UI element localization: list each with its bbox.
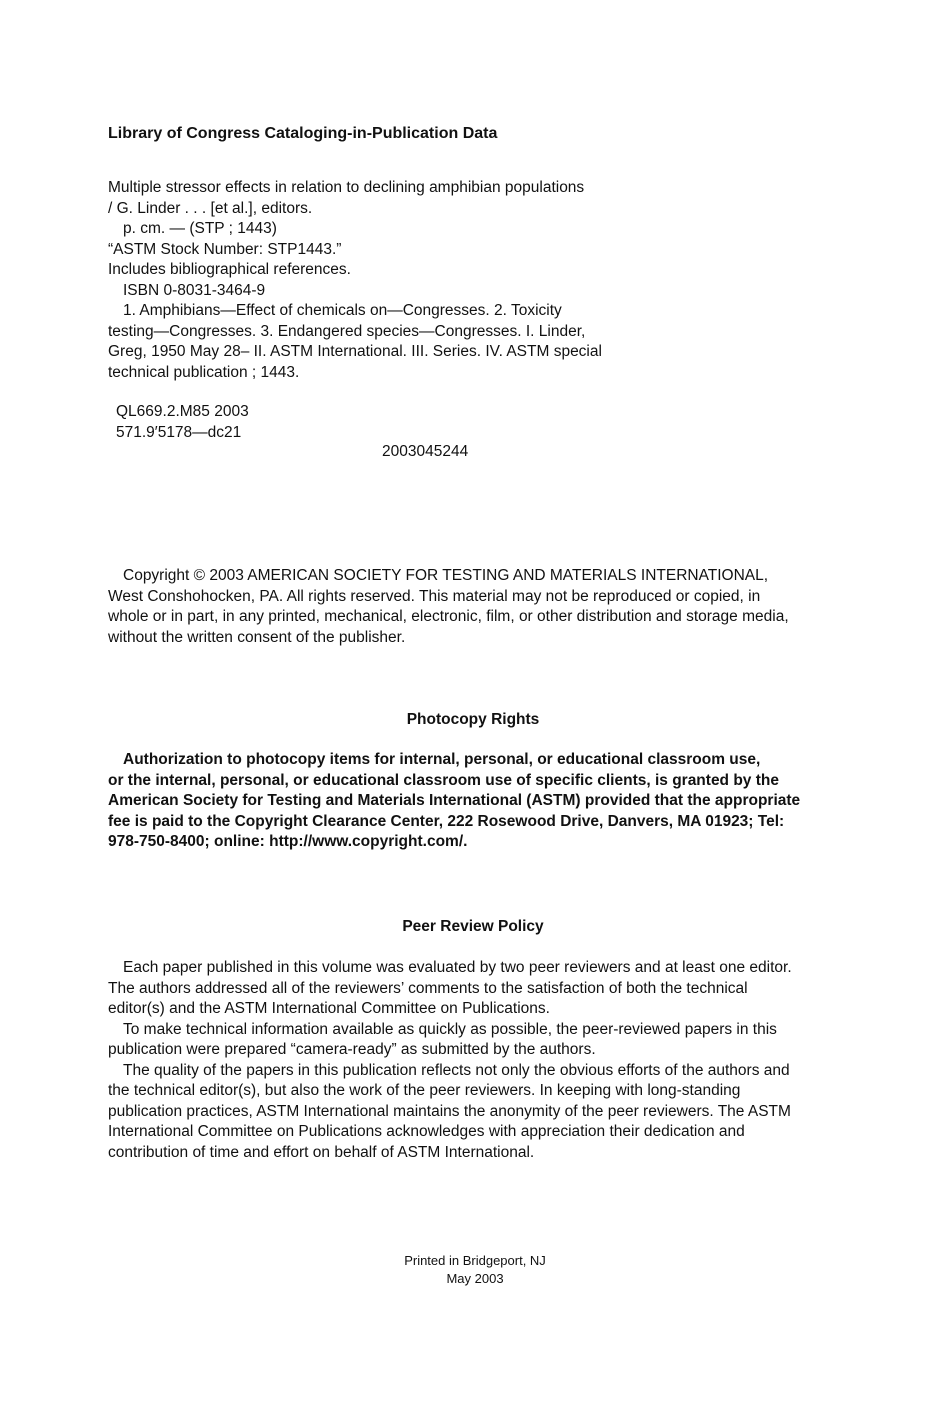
printed-location: Printed in Bridgeport, NJ: [404, 1253, 546, 1268]
text-line: whole or in part, in any printed, mechanical, electronic, film, or other distribution and storage media,: [108, 608, 789, 625]
text-line: Authorization to photocopy items for internal, personal, or educational classroom use,: [123, 751, 761, 768]
text-line: The quality of the papers in this publication reflects not only the obvious efforts of the authors and: [123, 1061, 790, 1079]
peer-review-heading: Peer Review Policy: [402, 918, 544, 935]
text-line: ISBN 0-8031-3464-9: [123, 281, 266, 299]
photocopy-rights-heading: Photocopy Rights: [406, 711, 540, 728]
text-line: publication practices, ASTM International maintains the anonymity of the peer reviewers. The ASTM: [108, 1102, 791, 1120]
peer-review-text: [108, 958, 838, 1163]
text-line: Each paper published in this volume was evaluated by two peer reviewers and at least one editor.: [123, 959, 792, 976]
copyright-notice: [108, 566, 838, 648]
text-line: editor(s) and the ASTM International Committee on Publications.: [108, 1000, 550, 1017]
text-line: fee is paid to the Copyright Clearance Center, 222 Rosewood Drive, Danvers, MA 01923; Tel:: [108, 812, 785, 830]
text-line: Multiple stressor effects in relation to declining amphibian populations: [108, 179, 585, 196]
text-line: or the internal, personal, or educational classroom use of specific clients, is granted by the: [108, 771, 779, 789]
text-line: contribution of time and effort on behalf of ASTM International.: [108, 1143, 535, 1161]
text-line: The authors addressed all of the reviewers’ comments to the satisfaction of both the technical: [108, 979, 748, 997]
call-numbers: [116, 402, 846, 443]
dewey-classification: 571.9′5178—dc21: [116, 423, 242, 441]
text-line: Includes bibliographical references.: [108, 261, 351, 278]
text-line: 1. Amphibians—Effect of chemicals on—Congresses. 2. Toxicity: [123, 302, 562, 319]
text-line: West Conshohocken, PA. All rights reserved. This material may not be reproduced or copied, in: [108, 587, 761, 605]
text-line: without the written consent of the publisher.: [108, 628, 406, 646]
print-date: May 2003: [446, 1271, 504, 1286]
text-line: / G. Linder . . . [et al.], editors.: [108, 199, 313, 217]
text-line: technical publication ; 1443.: [108, 363, 300, 381]
text-line: “ASTM Stock Number: STP1443.”: [108, 240, 342, 258]
text-line: p. cm. — (STP ; 1443): [123, 220, 277, 237]
text-line: Greg, 1950 May 28– II. ASTM International. III. Series. IV. ASTM special: [108, 343, 602, 360]
text-line: the technical editor(s), but also the work of the peer reviewers. In keeping with long-standing: [108, 1082, 741, 1099]
text-line: testing—Congresses. 3. Endangered species—Congresses. I. Linder,: [108, 322, 586, 340]
cip-record: [108, 178, 838, 383]
text-line: To make technical information available as quickly as possible, the peer-reviewed papers in this: [123, 1020, 777, 1038]
cip-heading: Library of Congress Cataloging-in-Publication Data: [108, 125, 498, 142]
text-line: publication were prepared “camera-ready” as submitted by the authors.: [108, 1041, 596, 1058]
text-line: International Committee on Publications acknowledges with appreciation their dedication and: [108, 1123, 745, 1140]
photocopy-rights-text: [108, 750, 848, 853]
text-line: 978-750-8400; online: http://www.copyright.com/.: [108, 833, 468, 850]
call-number: QL669.2.M85 2003: [116, 403, 249, 420]
text-line: American Society for Testing and Materials International (ASTM) provided that the appropriate: [108, 792, 801, 809]
text-line: Copyright © 2003 AMERICAN SOCIETY FOR TESTING AND MATERIALS INTERNATIONAL,: [123, 567, 769, 584]
lccn: 2003045244: [382, 443, 469, 460]
